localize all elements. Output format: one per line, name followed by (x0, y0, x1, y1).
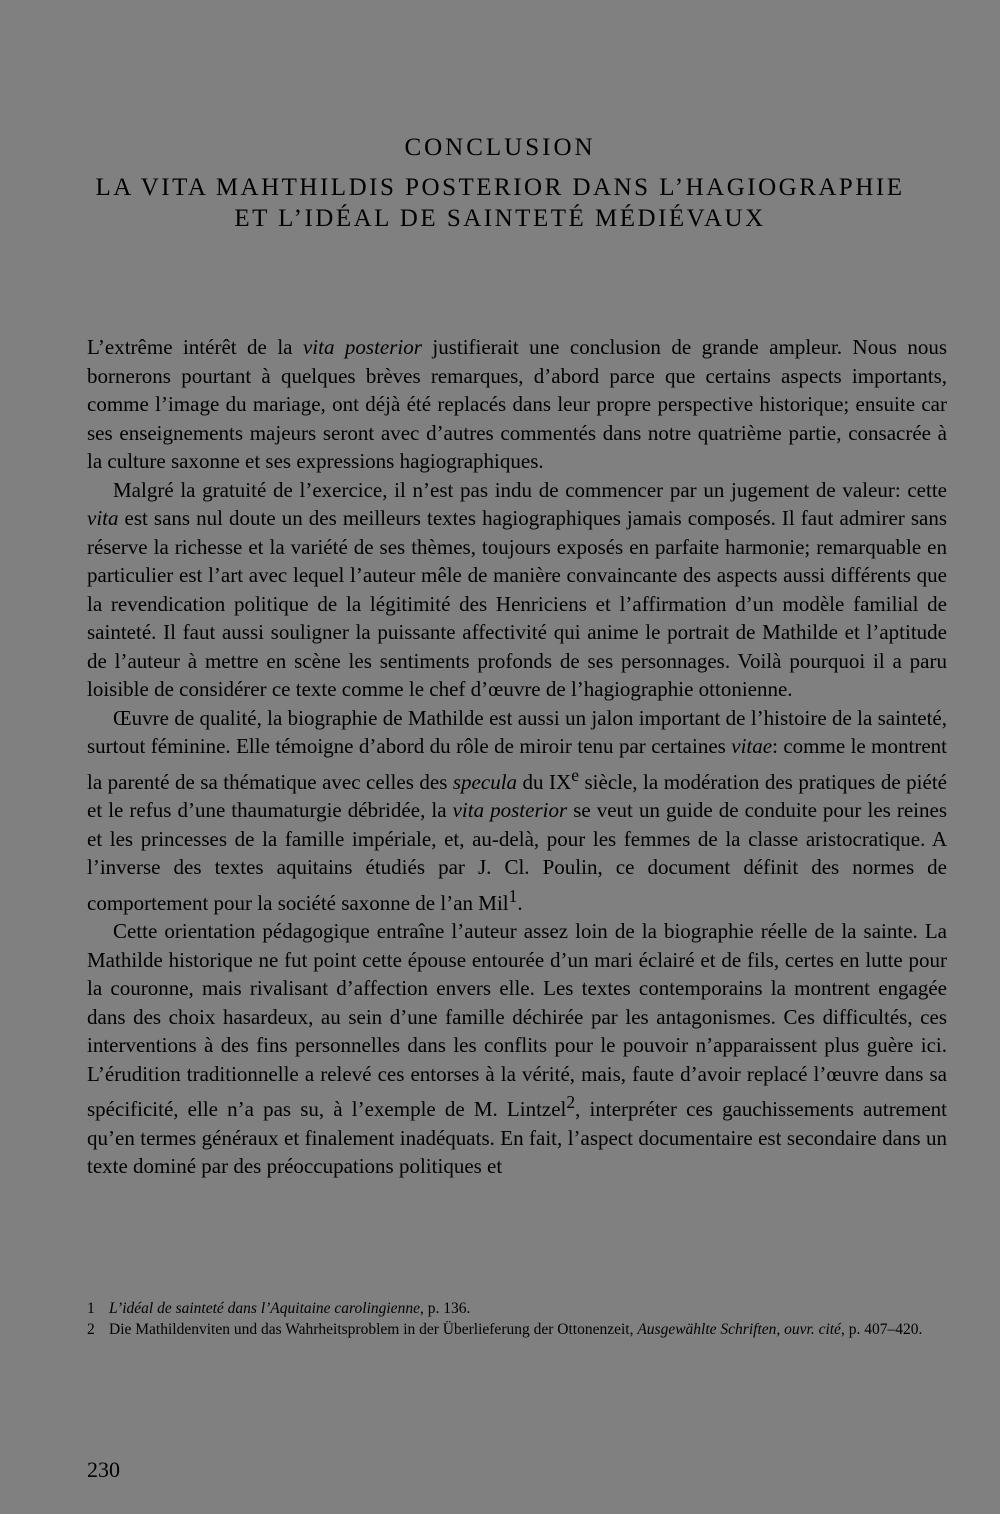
footnote-text: L’idéal de sainteté dans l’Aquitaine carolingienne, p. 136. (109, 1300, 471, 1317)
body-text (87, 333, 947, 1181)
footnote-ref-2: 2 (566, 1092, 576, 1112)
italic-term: vita (87, 506, 119, 530)
footnote-1 (87, 1298, 953, 1319)
footnote-number: 1 (87, 1300, 95, 1317)
italic-term: vita posterior (302, 335, 422, 359)
page-number: 230 (87, 1457, 120, 1482)
footnotes (87, 1298, 953, 1340)
footnote-text: Die Mathildenviten und das Wahrheitsproblem in der Überlieferung der Ottonenzeit, Ausgewählte Schriften, ouvr. cité, p. 407–420. (109, 1321, 923, 1338)
superscript: e (571, 764, 579, 785)
chapter-heading: CONCLUSION (404, 134, 596, 161)
chapter-title-line-2: ET L’IDÉAL DE SAINTETÉ MÉDIÉVAUX (234, 205, 766, 232)
paragraph-4: Cette orientation pédagogique entraîne l’auteur assez loin de la biographie réelle de la sainte. La Mathilde historique ne fut point cette épouse entourée d’un mari éclairé et de fils, certes en lutte pour la couronne, mais rivalisant d’affection envers elle. Les textes contemporains la montrent engagée dans des choix hasardeux, au sein d’une famille déchirée par les antagonismes. Ces difficultés, ces interventions à des fins personnelles dans les conflits pour le pouvoir n’apparaissent plus guère ici. L’érudition traditionnelle a relevé ces entorses à la vérité, mais, faute d’avoir replacé l’œuvre dans sa spécificité, elle n’a pas su, à l’exemple de M. Lintzel$^2$, interpréter ces gauchissements autrement qu’en termes généraux et finalement inadéquats. En fait, l’aspect documentaire est secondaire dans un texte dominé par des préoccupations politiques et (87, 919, 947, 1178)
chapter-title-line-1: LA VITA MAHTHILDIS POSTERIOR DANS L’HAGIOGRAPHIE (95, 174, 905, 201)
paragraph-1: L’extrême intérêt de la vita posterior justifierait une conclusion de grande ampleur. Nous nous bornerons pourtant à quelques brèves remarques, d’abord parce que certains aspects importants, comme l’image du mariage, ont déjà été replacés dans leur propre perspective historique; ensuite car ses enseignements majeurs seront avec d’autres commentés dans notre quatrième partie, consacrée à la culture saxonne et ses expressions hagiographiques. (87, 335, 947, 473)
paragraph-2: Malgré la gratuité de l’exercice, il n’est pas indu de commencer par un jugement de valeur: cette vita est sans nul doute un des meilleurs textes hagiographiques jamais composés. Il faut admirer sans réserve la richesse et la variété de ses thèmes, toujours exposés en parfaite harmonie; remarquable en particulier est l’art avec lequel l’auteur mêle de manière convaincante des aspects aussi différents que la revendication politique de la légitimité des Henriciens et l’affirmation d’un modèle familial de sainteté. Il faut aussi souligner la puissante affectivité qui anime le portrait de Mathilde et l’aptitude de l’auteur à mettre en scène les sentiments profonds de ses personnages. Voilà pourquoi il a paru loisible de considérer ce texte comme le chef d’œuvre de l’hagiographie ottonienne. (87, 477, 947, 701)
footnote-2 (87, 1319, 953, 1340)
italic-term: vita posterior (452, 798, 568, 822)
italic-term: vitae (731, 734, 773, 758)
footnote-number: 2 (87, 1321, 95, 1338)
italic-term: specula (452, 769, 518, 794)
paragraph-3: Œuvre de qualité, la biographie de Mathilde est aussi un jalon important de l’histoire de la sainteté, surtout féminine. Elle témoigne d’abord du rôle de miroir tenu par certaines vitae: comme le montrent la parenté de sa thématique avec celles des specula du IXe siècle, la modération des pratiques de piété et le refus d’une thaumaturgie débridée, la vita posterior se veut un guide de conduite pour les reines et les princesses de la famille impériale, et, au-delà, pour les femmes de la classe aristocratique. A l’inverse des textes aquitains étudiés par J. Cl. Poulin, ce document définit des normes de comportement pour la société saxonne de l’an Mil$^1$. (87, 705, 948, 915)
footnote-ref-1: 1 (508, 885, 518, 906)
